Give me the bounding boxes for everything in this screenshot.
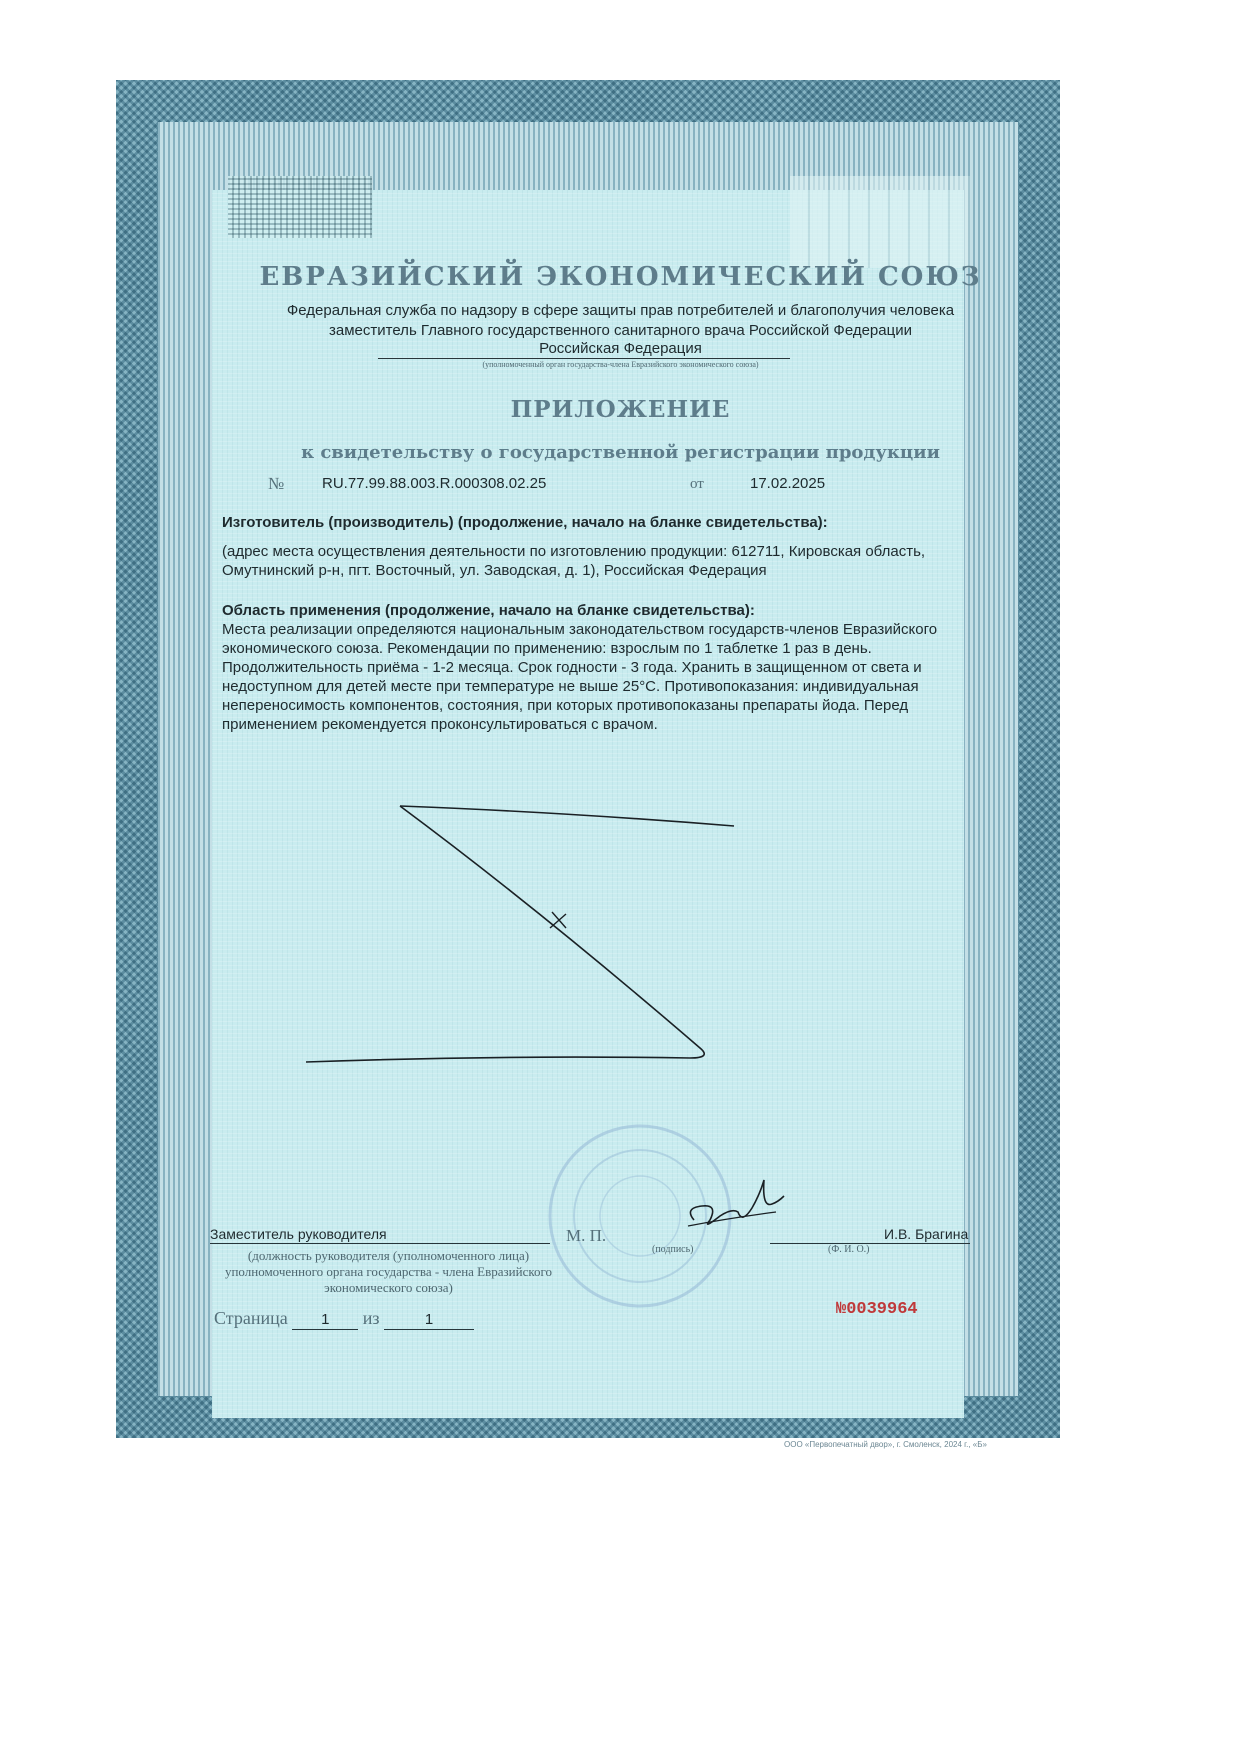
authority-line-2: заместитель Главного государственного санитарного врача Российской Федерации [329, 322, 912, 339]
authority-note: (уполномоченный орган государства-члена Евразийского экономического союза) [482, 360, 759, 369]
registration-date: 17.02.2025 [750, 475, 826, 492]
date-label: от [690, 476, 704, 492]
signer-position: Заместитель руководителя [210, 1226, 387, 1242]
union-title: ЕВРАЗИЙСКИЙ ЭКОНОМИЧЕСКИЙ СОЮЗ [259, 262, 982, 292]
position-note: (должность руководителя (уполномоченного лица) уполномоченного органа государства - члена Евразийского экономического союза) [224, 1248, 553, 1295]
serial-number: №0039964 [836, 1300, 918, 1319]
page-indicator [214, 1308, 474, 1330]
document-subtitle: к свидетельству о государственной регистрации продукции [301, 442, 940, 463]
position-underline [210, 1243, 550, 1244]
page-label: Страница [214, 1308, 288, 1328]
page-of-label: из [362, 1308, 380, 1328]
document-title: ПРИЛОЖЕНИЕ [510, 396, 731, 423]
handwritten-signature [680, 1168, 800, 1246]
stamp-place-label: М. П. [566, 1226, 607, 1245]
signature-underline [770, 1243, 970, 1244]
scope-heading: Область применения (продолжение, начало на бланке свидетельства): [222, 602, 755, 619]
signature-note: (подпись) [652, 1244, 694, 1255]
page-total-wrap [384, 1308, 474, 1330]
page-current: 1 [321, 1311, 330, 1328]
number-label: № [268, 474, 285, 493]
printer-imprint: ООО «Первопечатный двор», г. Смоленск, 2024 г., «Б» [784, 1440, 987, 1449]
page-total: 1 [424, 1311, 434, 1328]
page-current-wrap [292, 1308, 358, 1330]
scope-text: Места реализации определяются национальным законодательством государств-членов Евразийского экономического союза. Рекомендации по применению: взрослым по 1 таблетке 1 раз в день. Продолжительность приёма - 1-2 месяца. Срок годности - 3 года. Хранить в защищенном от света и недоступном для детей месте при температуре не выше 25°С. Противопоказания: индивидуальная непереносимость компонентов, состояния, при которых противопоказаны препараты йода. Перед применением рекомендуется проконсультироваться с врачом. [222, 621, 938, 733]
registration-number: RU.77.99.88.003.R.000308.02.25 [322, 475, 547, 492]
signer-name: И.В. Брагина [884, 1226, 969, 1242]
manufacturer-text: (адрес места осуществления деятельности по изготовлению продукции: 612711, Кировская область, Омутнинский р-н, пгт. Восточный, ул. Заводская, д. 1), Российская Федерация [222, 543, 926, 579]
manufacturer-heading: Изготовитель (производитель) (продолжение, начало на бланке свидетельства): [222, 514, 828, 531]
name-note: (Ф. И. О.) [828, 1244, 870, 1255]
authority-line-1: Федеральная служба по надзору в сфере защиты прав потребителей и благополучия человека [286, 302, 955, 319]
authority-line-3: Российская Федерация [539, 340, 702, 357]
